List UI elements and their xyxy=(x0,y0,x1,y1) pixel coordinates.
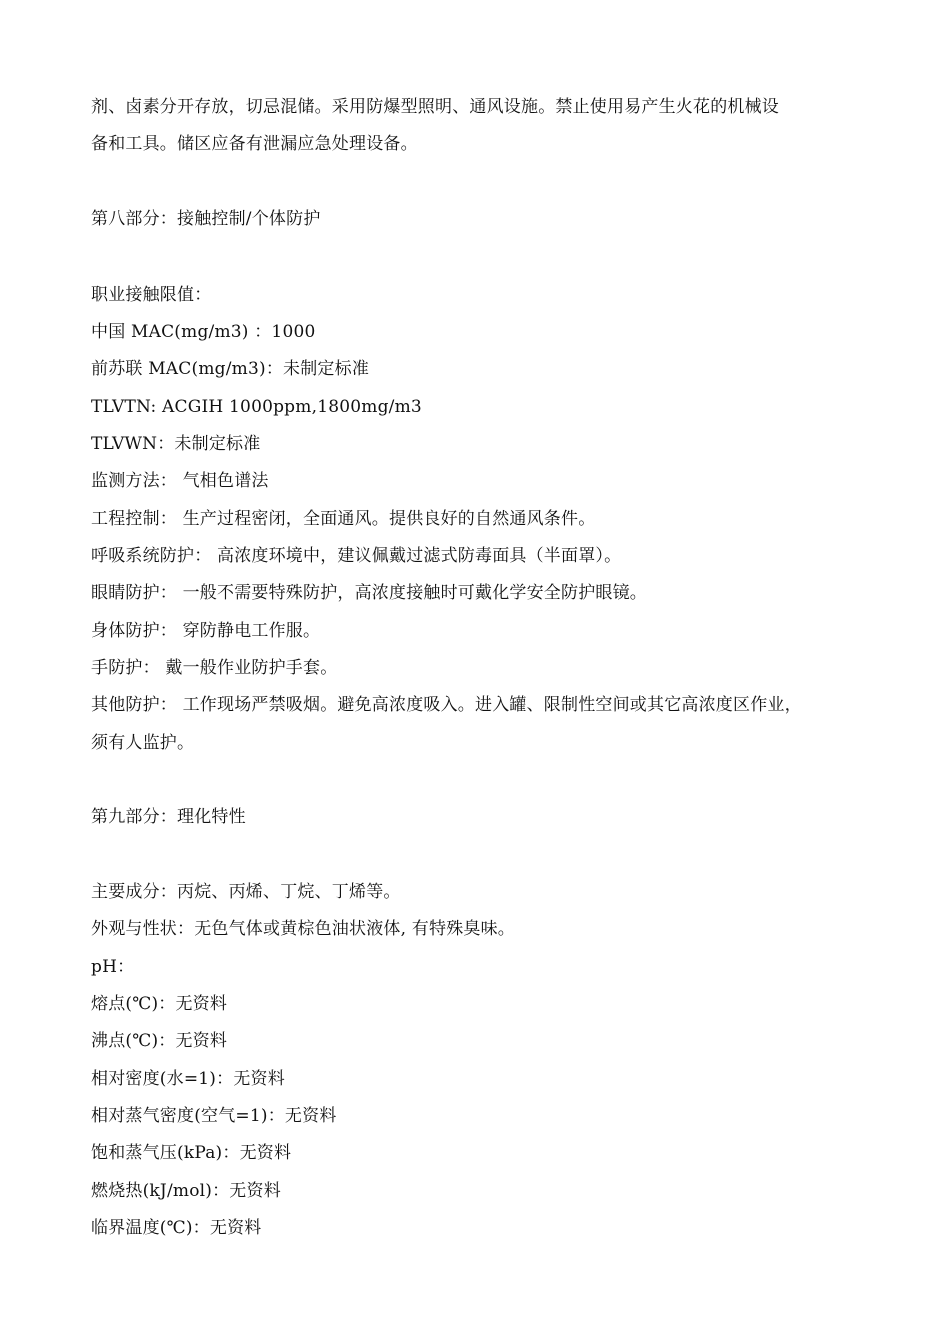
appearance: 外观与性状：无色气体或黄棕色油状液体, 有特殊臭味。 xyxy=(91,919,516,939)
boiling-point: 沸点(℃)：无资料 xyxy=(91,1031,228,1051)
hand-protection: 手防护： 戴一般作业防护手套。 xyxy=(91,658,338,678)
other-protection-line-2: 须有人监护。 xyxy=(91,733,195,753)
engineering-control: 工程控制： 生产过程密闭，全面通风。提供良好的自然通风条件。 xyxy=(91,509,596,529)
body-protection: 身体防护： 穿防静电工作服。 xyxy=(91,621,321,641)
eye-protection: 眼睛防护： 一般不需要特殊防护，高浓度接触时可戴化学安全防护眼镜。 xyxy=(91,583,648,603)
section-9-heading: 第九部分：理化特性 xyxy=(91,807,246,827)
ph-value: pH： xyxy=(91,957,135,977)
ussr-mac: 前苏联 MAC(mg/m3)：未制定标准 xyxy=(91,359,370,379)
other-protection-line-1: 其他防护： 工作现场严禁吸烟。避免高浓度吸入。进入罐、限制性空间或其它高浓度区作业， xyxy=(91,695,802,715)
exposure-limits-label: 职业接触限值： xyxy=(91,285,212,305)
storage-text-line-2: 备和工具。储区应备有泄漏应急处理设备。 xyxy=(91,134,418,154)
china-mac: 中国 MAC(mg/m3) ：1000 xyxy=(91,322,316,342)
saturated-vapor-pressure: 饱和蒸气压(kPa)：无资料 xyxy=(91,1143,292,1163)
storage-text-line-1: 剂、卤素分开存放，切忌混储。采用防爆型照明、通风设施。禁止使用易产生火花的机械设 xyxy=(91,97,779,117)
relative-vapor-density: 相对蒸气密度(空气=1)：无资料 xyxy=(91,1106,337,1126)
heat-of-combustion: 燃烧热(kJ/mol)：无资料 xyxy=(91,1181,281,1201)
critical-temperature: 临界温度(℃)：无资料 xyxy=(91,1218,262,1238)
main-components: 主要成分：丙烷、丙烯、丁烷、丁烯等。 xyxy=(91,882,401,902)
monitoring-method: 监测方法： 气相色谱法 xyxy=(91,471,269,491)
relative-density-water: 相对密度(水=1)：无资料 xyxy=(91,1069,285,1089)
section-8-heading: 第八部分：接触控制/个体防护 xyxy=(91,209,321,229)
tlvtn: TLVTN: ACGIH 1000ppm,1800mg/m3 xyxy=(91,397,422,417)
melting-point: 熔点(℃)：无资料 xyxy=(91,994,228,1014)
tlvwn: TLVWN：未制定标准 xyxy=(91,434,261,454)
respiratory-protection: 呼吸系统防护： 高浓度环境中，建议佩戴过滤式防毒面具（半面罩）。 xyxy=(91,546,622,566)
